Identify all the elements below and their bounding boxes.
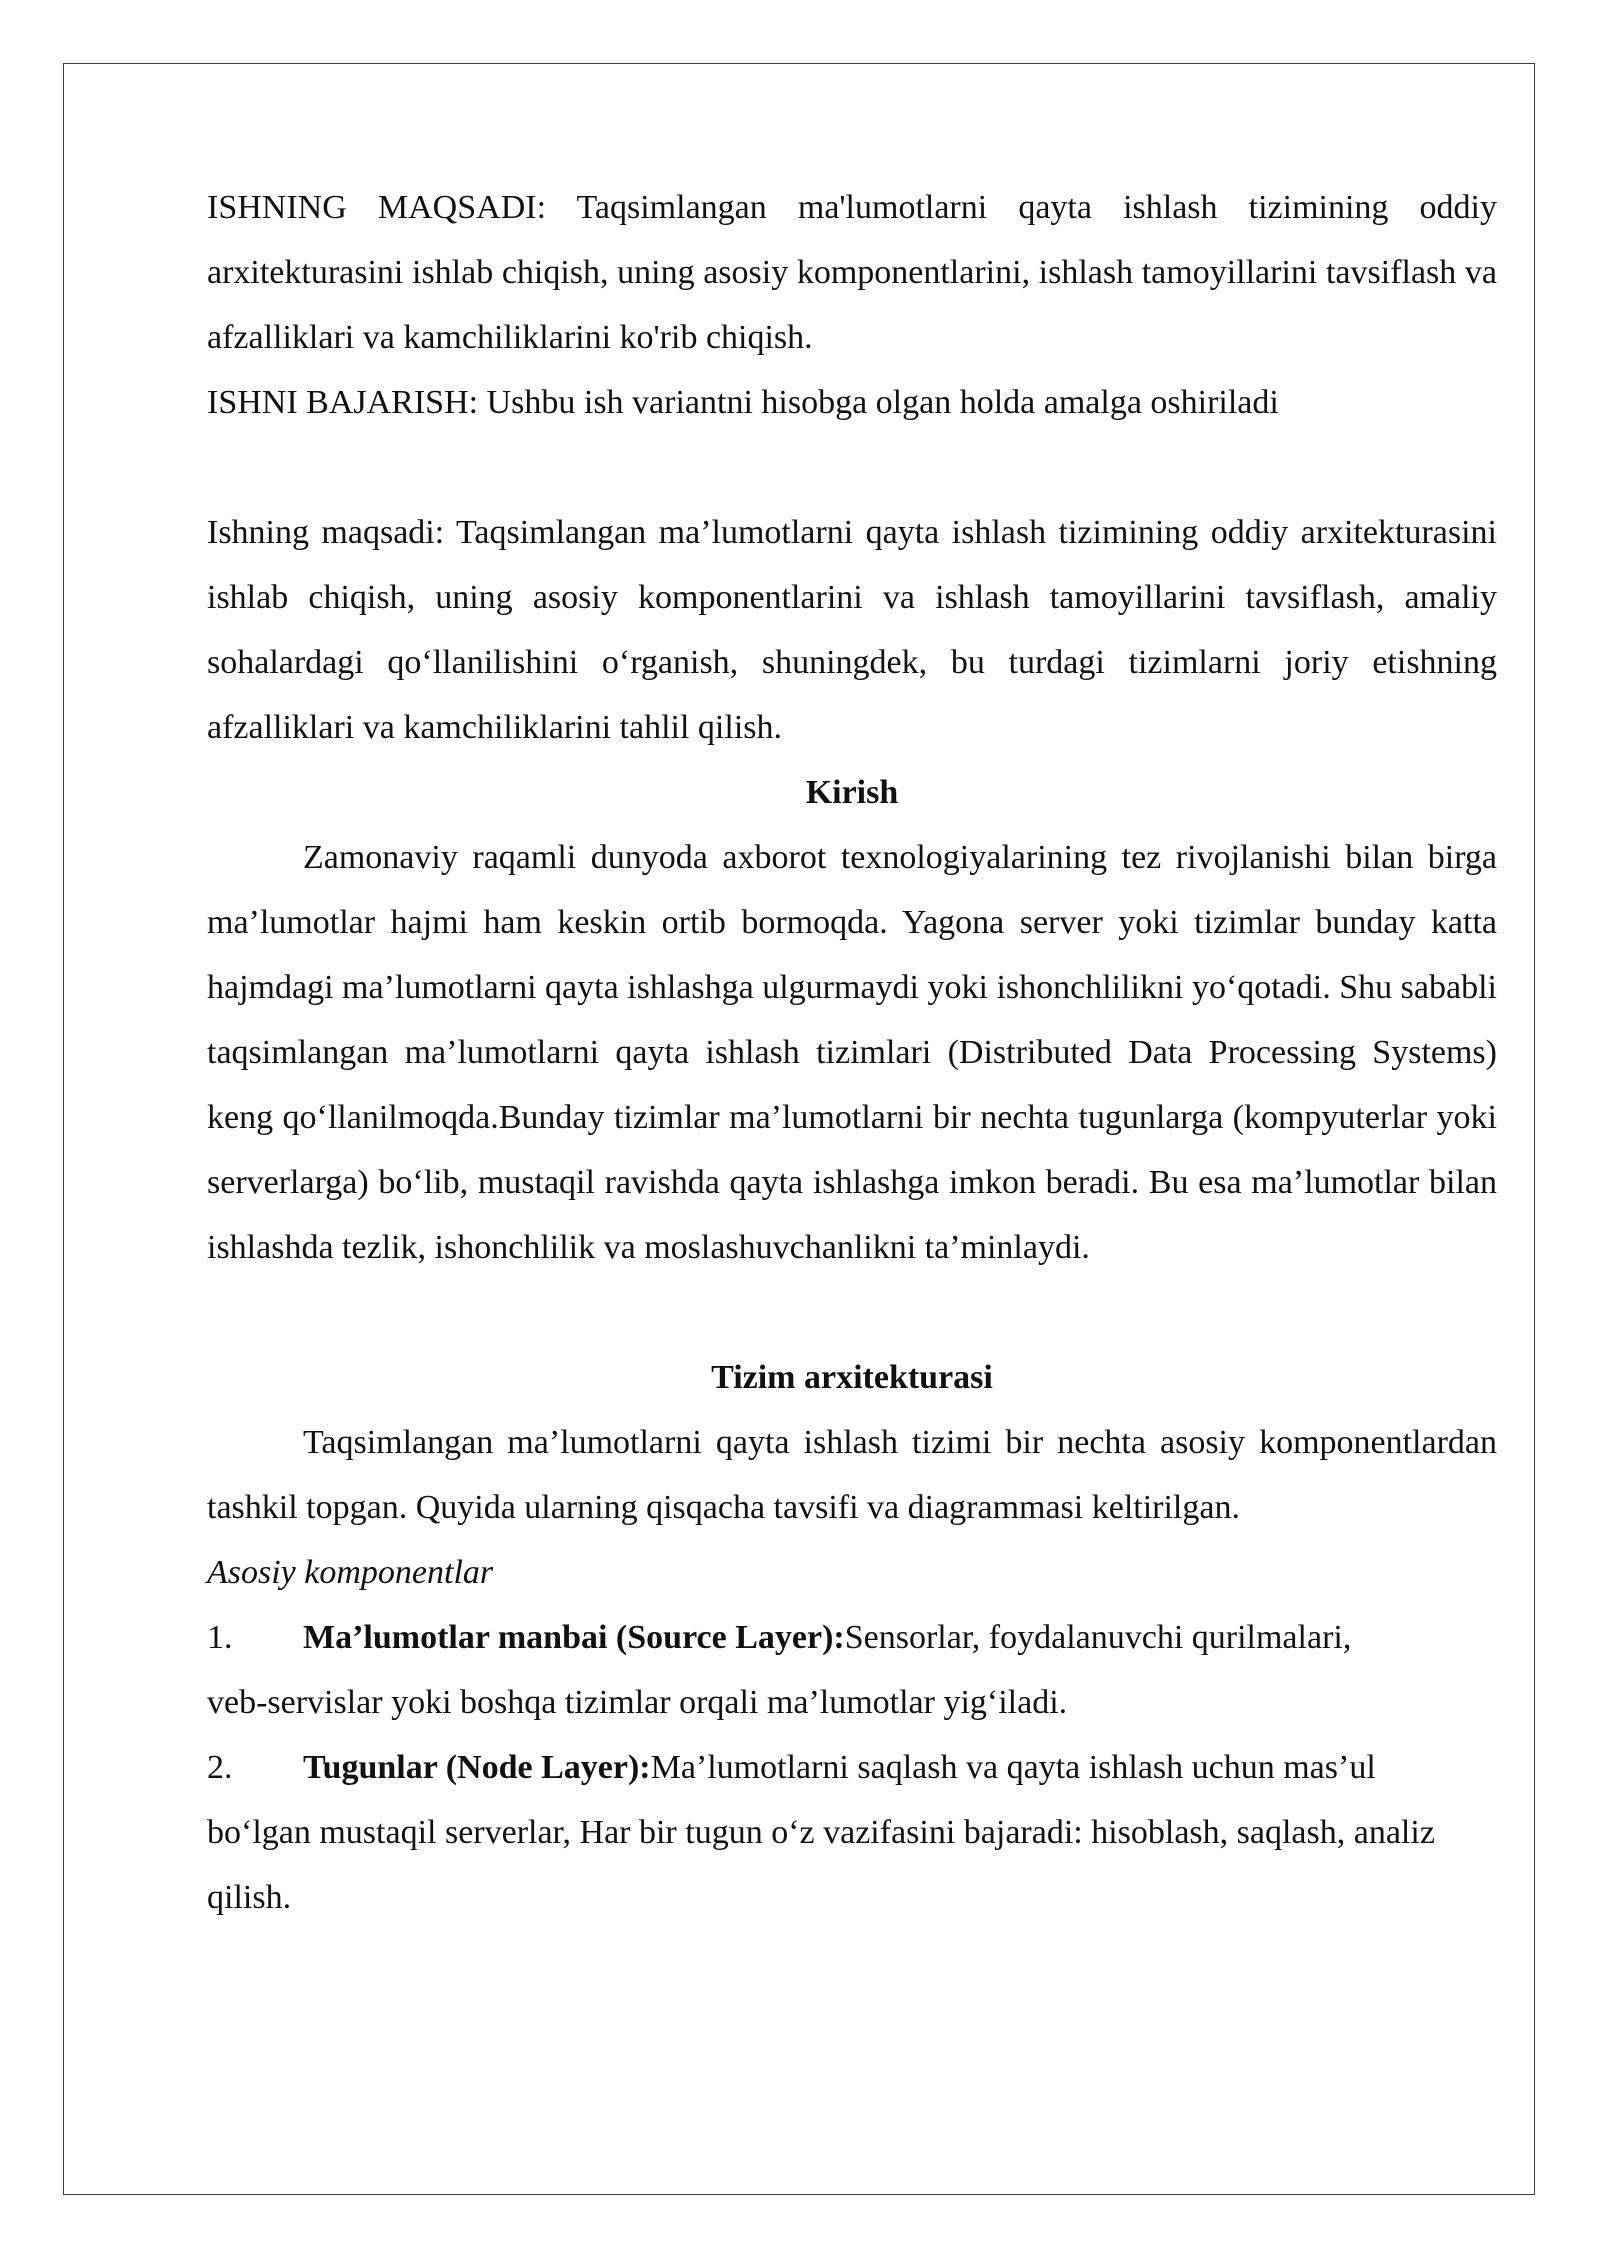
goal-paragraph: Ishning maqsadi: Taqsimlangan ma’lumotlarni qayta ishlash tizimining oddiy arxitekturasini ishlab chiqish, uning asosiy komponentlarini va ishlash tamoyillarini tavsiflash, amaliy sohalardagi qo‘llanilishini o‘rganish, shuningdek, bu turdagi tizimlarni joriy etishning afzalliklari va kamchiliklarini tahlil qilish.: [207, 514, 1497, 746]
list-number: 1.: [207, 1619, 233, 1656]
goal-caps-text: Taqsimlangan ma'lumotlarni qayta ishlash tizimining oddiy arxitekturasini ishlab chiqish, uning asosiy komponentlarini, ishlash tamoyillarini tavsiflash va afzalliklari va kamchiliklarini ko'rib chiqish.: [207, 189, 1497, 356]
goal-caps-paragraph: [207, 175, 1497, 370]
intro-heading: Kirish: [805, 774, 899, 811]
components-subheading: Asosiy komponentlar: [207, 1554, 494, 1591]
list-item-source-layer: [207, 1605, 1497, 1735]
list-item-title: Tugunlar (Node Layer):: [303, 1749, 651, 1786]
architecture-heading: Tizim arxitekturasi: [711, 1359, 993, 1396]
intro-paragraph: Zamonaviy raqamli dunyoda axborot texnologiyalarining tez rivojlanishi bilan birga ma’lumotlar hajmi ham keskin ortib bormoqda. Yagona server yoki tizimlar bunday katta hajmdagi ma’lumotlarni qayta ishlashga ulgurmaydi yoki ishonchlilikni yo‘qotadi. Shu sababli taqsimlangan ma’lumotlarni qayta ishlash tizimlari (Distributed Data Processing Systems) keng qo‘llanilmoqda.Bunday tizimlar ma’lumotlarni bir nechta tugunlarga (kompyuterlar yoki serverlarga) bo‘lib, mustaqil ravishda qayta ishlashga imkon beradi. Bu esa ma’lumotlar bilan ishlashda tezlik, ishonchlilik va moslashuvchanlikni ta’minlaydi.: [207, 839, 1497, 1266]
list-number: 2.: [207, 1749, 233, 1786]
task-caps-label: ISHNI BAJARISH:: [207, 384, 479, 421]
list-item-first-line: Sensorlar, foydalanuvchi qurilmalari,: [844, 1619, 1352, 1656]
list-item-first-line: Ma’lumotlarni saqlash va qayta ishlash uchun mas’ul: [650, 1749, 1376, 1786]
task-caps-paragraph: [207, 370, 1497, 435]
goal-caps-label: ISHNING MAQSADI:: [207, 189, 547, 226]
blank-line: [207, 435, 1497, 500]
list-item-rest: bo‘lgan mustaqil serverlar, Har bir tugun o‘z vazifasini bajaradi: hisoblash, saqlash, analiz qilish.: [207, 1814, 1435, 1916]
list-item-node-layer: [207, 1735, 1497, 1930]
architecture-paragraph: Taqsimlangan ma’lumotlarni qayta ishlash tizimi bir nechta asosiy komponentlardan tashkil topgan. Quyida ularning qisqacha tavsifi va diagrammasi keltirilgan.: [207, 1424, 1497, 1526]
blank-line: [207, 1280, 1497, 1345]
task-caps-text: Ushbu ish variantni hisobga olgan holda amalga oshiriladi: [478, 384, 1279, 421]
list-item-rest: veb-servislar yoki boshqa tizimlar orqali ma’lumotlar yig‘iladi.: [207, 1684, 1068, 1721]
list-item-title: Ma’lumotlar manbai (Source Layer):: [303, 1619, 845, 1656]
document-body: [207, 175, 1497, 1930]
